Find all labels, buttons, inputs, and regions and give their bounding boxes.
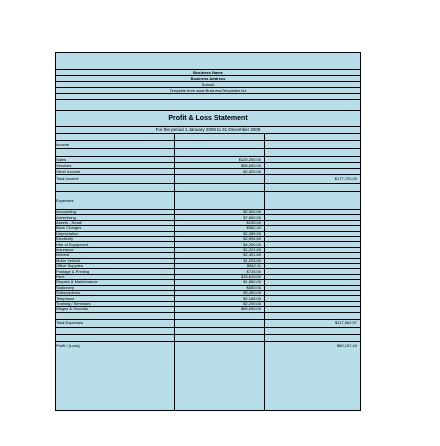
line-amount: $725.00 <box>246 268 261 274</box>
row-label: Interest <box>56 252 70 258</box>
pl-statement-sheet <box>55 52 361 411</box>
total-expenses-row <box>55 319 361 327</box>
line-amount: $55,000.00 <box>240 162 261 168</box>
blank-row <box>55 327 361 334</box>
row-label: Rent <box>56 273 65 279</box>
expenses-heading-row <box>55 191 361 209</box>
total-amount: $177,720.00 <box>334 176 357 181</box>
row-label: Expenses <box>56 197 74 203</box>
line-amount: $1,221.00 <box>243 246 261 252</box>
line-amount: $2,520.00 <box>243 168 261 174</box>
row-label: Assets - Small <box>56 219 82 225</box>
row-label: Accounting <box>56 209 76 215</box>
line-amount: $600.00 <box>246 284 261 290</box>
line-amount: $2,385.00 <box>243 230 261 236</box>
row-label: Telephone <box>56 295 75 301</box>
line-amount: $2,994.50 <box>243 236 261 242</box>
line-amount: $7,500.00 <box>243 214 261 220</box>
income-heading-row <box>55 140 361 148</box>
line-amount: $962.40 <box>246 225 261 231</box>
row-label: Electricity <box>56 236 74 242</box>
row-label: Subscriptions <box>56 290 81 296</box>
statement-period: For the period 1 January 2009 to 31 December 2009 <box>155 126 261 132</box>
row-label: Wages & Oncosts <box>56 306 88 312</box>
column-divider <box>174 133 175 411</box>
row-label: Stationery <box>56 284 75 290</box>
blank-row <box>55 312 361 319</box>
blank-row <box>55 334 361 341</box>
line-amount: $100.00 <box>246 219 261 225</box>
blank-row <box>55 183 361 191</box>
business-address: Business Address <box>190 75 226 81</box>
template-note: Template from www.BusinessTemplates.biz <box>169 87 247 93</box>
blank-row <box>55 148 361 156</box>
line-amount: $2,200.00 <box>243 300 261 306</box>
blank-row <box>55 133 361 140</box>
sheet-bottom-border <box>55 410 361 411</box>
period-row <box>55 126 361 133</box>
total-income-row <box>55 174 361 183</box>
line-amount: $1,203.50 <box>243 257 261 263</box>
line-amount: $120,200.00 <box>238 156 261 162</box>
blank-row <box>55 99 361 110</box>
line-amount: $65,000.00 <box>240 306 261 312</box>
sheet-left-border <box>55 52 56 411</box>
row-label: Postage & Printing <box>56 268 90 274</box>
row-label: Income <box>56 141 70 147</box>
row-label: Insurance <box>56 246 74 252</box>
line-amount: $2,401.65 <box>243 252 261 258</box>
row-label: Depreciation <box>56 230 79 236</box>
suburb: Suburb <box>201 81 215 87</box>
line-amount: $15,610.00 <box>240 273 261 279</box>
row-label: Total Income <box>56 176 79 181</box>
row-label: Bank Charges <box>56 225 82 231</box>
line-amount: $2,500.00 <box>243 209 261 215</box>
total-amount: $60,157.43 <box>336 343 357 349</box>
business-name: Business Name <box>193 69 223 75</box>
row-label: Services <box>56 162 72 168</box>
row-label: Profit / (Loss) <box>56 343 80 349</box>
header-blank-row <box>55 52 361 69</box>
row-label: Sales <box>56 156 67 162</box>
row-label: Hire of Equipment <box>56 241 89 247</box>
line-amount: $2,165.00 <box>243 295 261 301</box>
row-label: Other Income <box>56 168 81 174</box>
row-label: Repairs & Maintenance <box>56 279 98 285</box>
row-label: Motor Vehicle <box>56 257 81 263</box>
row-label: Training / Seminars <box>56 300 91 306</box>
row-label: Office Supplies <box>56 263 83 269</box>
total-amount: $117,562.57 <box>335 320 357 326</box>
line-amount: $1,882.00 <box>243 279 261 285</box>
line-amount: $3,450.00 <box>243 290 261 296</box>
title-row <box>55 110 361 126</box>
row-label: Total Expenses <box>56 320 84 326</box>
sheet-right-border <box>360 52 361 411</box>
statement-title: Profit & Loss Statement <box>168 115 248 122</box>
column-divider <box>264 133 265 411</box>
row-label: Advertising <box>56 214 76 220</box>
profit-loss-row <box>55 341 361 351</box>
line-amount: $4,200.00 <box>243 241 261 247</box>
line-amount: $962.11 <box>246 263 261 269</box>
